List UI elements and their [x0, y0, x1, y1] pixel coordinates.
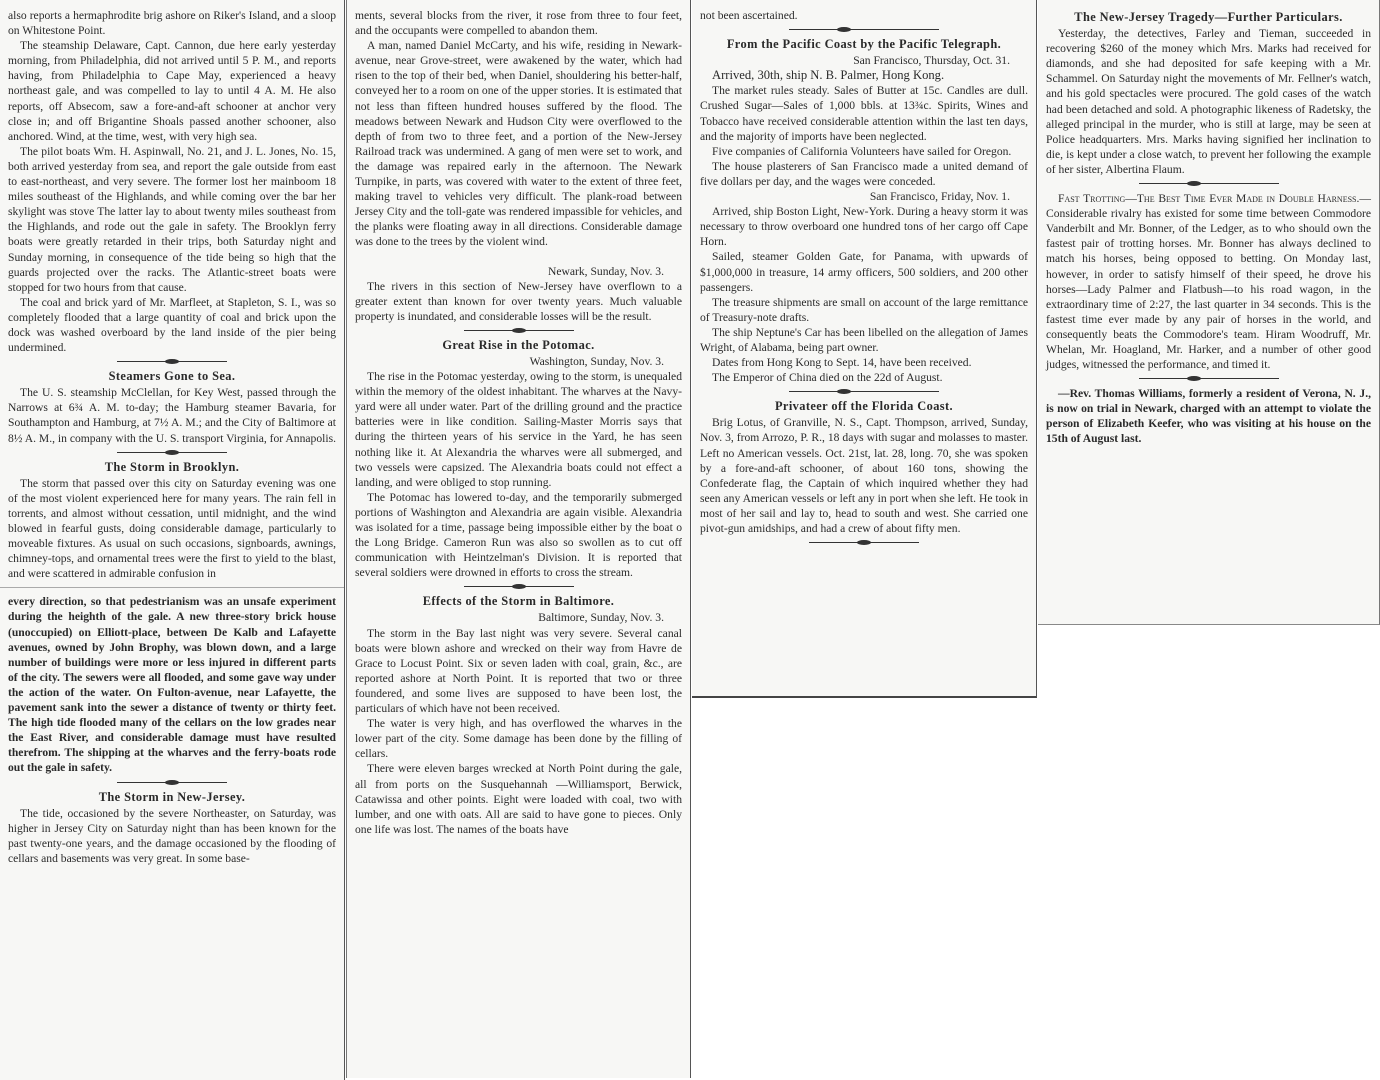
headline-new-jersey-tragedy: The New-Jersey Tragedy—Further Particulars. — [1074, 10, 1343, 24]
article-paragraph: The storm that passed over this city on Saturday evening was one of the most violent experienced here for many years. The rain fell in torrents, and almost without cessation, until midnight, and the wind blowed in fearful gusts, doing considerable damage, particularly to moveable fixtures. As usual on such occasions, signboards, awnings, chimney-tops, and ornamental trees were the first to yield to the blast, and were scattered in admirable confusion in — [8, 476, 336, 581]
headline-pacific-coast-telegraph: From the Pacific Coast by the Pacific Telegraph. — [726, 37, 1002, 52]
article-paragraph: The ship Neptune's Car has been libelled on the allegation of James Wright, of Alabama, being part owner. — [700, 325, 1028, 354]
article-paragraph: There were eleven barges wrecked at North Point during the gale, all from ports on the Susquehannah —Williamsport, Berwick, Catawissa and other points. Eight were loaded with coal, two with lumber, and one with oats. All are said to have gone to pieces. Only one life was lost. The names of the boats have — [355, 762, 682, 836]
article-paragraph: The U. S. steamship McClellan, for Key West, passed through the Narrows at 6¾ A. M. to-day; the Hamburg steamer Bavaria, for Southampton and Hamburg, at 7½ A. M.; and the City of Baltimore at 8½ A. M., in company with the U. S. transport Virginia, for Annapolis. — [8, 386, 336, 445]
trotting-lead-in: Fast Trotting—The Best Time Ever Made in Double Harness. — [1058, 192, 1360, 206]
section-divider-rule — [789, 26, 939, 34]
article-paragraph: The pilot boats Wm. H. Aspinwall, No. 21, and J. L. Jones, No. 15, both arrived yesterday from sea, and report the gale outside from east to east-northeast, and very severe. The former lost her mainboom 18 miles southeast of the Highlands, and while coming over the bar her skylight was stove The latter lay to about twenty miles southeast from the Highlands, and rode out the gale in safety. The Brooklyn ferry boats were greatly retarded in their trips, both Saturday night and Sunday morning, in consequence of the tide being so high that the guards projected over the racks. The Atlantic-street boats were stopped for two hours from that cause. — [8, 144, 336, 294]
article-paragraph: The rise in the Potomac yesterday, owing to the storm, is unequaled within the memory of the oldest inhabitant. The wharves at the Navy-yard were all under water. Part of the drilling ground and the practice batteries were in like condition. Sailing-Master Morris says that during the thirteen years of his service in the Yard, he has seen nothing like it. At Alexandria the wharves were all submerged, and two vessels were capsized. The Alexandria boats could not effect a landing, and were obliged to stop running. — [355, 370, 682, 489]
article-paragraph: —Rev. Thomas Williams, formerly a resident of Verona, N. J., is now on trial in Newark, charged with an attempt to violate the person of Elizabeth Keefer, who was visiting at his house on the 15th of August last. — [1046, 387, 1371, 446]
newspaper-column-2 — [346, 0, 691, 1078]
article-paragraph: ments, several blocks from the river, it rose from three to four feet, and the occupants were compelled to abandon them. — [355, 9, 682, 38]
dateline-san-francisco-nov1: San Francisco, Friday, Nov. 1. — [869, 190, 1010, 204]
headline-storm-in-brooklyn: The Storm in Brooklyn. — [104, 459, 240, 474]
article-paragraph: Yesterday, the detectives, Farley and Tieman, succeeded in recovering $260 of the money which Mrs. Marks had received for diamonds, and she had deposited for safe keeping with a Mr. Schammel. On Saturday night the movements of Mr. Fellner's watch, and his gold spectacles were procured. The gold cases of the watch had been detached and sold. A photographic likeness of Radetsky, the alleged principal in the murder, who is still at large, may be seen at Police headquarters. Mrs. Marks having signified her inclination to die, is kept under a close watch, to prevent her following the example of her sister, Albertina Flaum. — [1046, 27, 1371, 176]
article-paragraph: Brig Lotus, of Granville, N. S., Capt. Thompson, arrived, Sunday, Nov. 3, from Arrozo, P. R., 18 days with sugar and molasses to master. Left no American vessels. Oct. 21st, lat. 28, long. 70, she was spoken by a fore-and-aft schooner, of about 160 tons, showing the Confederate flag, the Captain of which inquired whether they had seen any American vessels or left any in port when she left. He took in most of her sail and lay to, head to south and west. She carried one pivot-gun amidships, and had a crew of about fifty men. — [700, 416, 1028, 535]
article-paragraph: The water is very high, and has overflowed the wharves in the lower part of the city. Some damage has been done by the filling of cellars. — [355, 717, 682, 761]
article-paragraph: The Potomac has lowered to-day, and the temporarily submerged portions of Washington and Alexandria are again visible. Alexandria was isolated for a time, passage being impossible either by the boat o the Long Bridge. Cameron Run was also so swollen as to cut off communication with Heintzelman's Division. It is reported that several soldiers were drowned in efforts to cross the stream. — [355, 490, 682, 580]
article-paragraph: Sailed, steamer Golden Gate, for Panama, with upwards of $1,000,000 in treasure, 14 army officers, 500 soldiers, and 200 other passengers. — [700, 250, 1028, 294]
section-divider-rule — [1139, 180, 1279, 188]
article-paragraph: The rivers in this section of New-Jersey have overflown to a greater extent than known for over twenty years. Much valuable property is inundated, and considerable losses will be the result. — [355, 279, 682, 323]
headline-effects-storm-baltimore: Effects of the Storm in Baltimore. — [422, 594, 615, 609]
article-paragraph: every direction, so that pedestrianism was an unsafe experiment during the heighth of the gale. A new three-story brick house (unoccupied) on Elliott-place, between De Kalb and Lafayette avenues, owned by John Brophy, was blown down, and a large number of buildings were more or less injured in different parts of the city. The sewers were all flooded, and some gave way under the action of the water. On Fulton-avenue, near Lafayette, the pavement sank into the sewer a distance of twenty or thirty feet. The high tide flooded many of the cellars on the low grades near the East River, and considerable damage must have resulted therefrom. The shipping at the wharves and the ferry-boats rode out the gale in safety. — [8, 595, 336, 775]
newspaper-column-3 — [692, 0, 1037, 698]
article-paragraph: not been ascertained. — [700, 9, 798, 22]
article-paragraph: Arrived, ship Boston Light, New-York. During a heavy storm it was necessary to throw overboard one hundred tons of her cargo off Cape Horn. — [700, 205, 1029, 249]
article-paragraph: Dates from Hong Kong to Sept. 14, have been received. — [712, 356, 972, 370]
section-divider-rule — [117, 779, 227, 787]
spacer — [355, 250, 682, 264]
article-paragraph: The house plasterers of San Francisco made a united demand of five dollars per day, and the wages were conceded. — [700, 159, 1028, 188]
section-divider-rule — [1139, 375, 1279, 383]
article-paragraph: A man, named Daniel McCarty, and his wife, residing in Newark-avenue, near Grove-street, were awakened by the water, which had risen to the top of their bed, when Daniel, shouldering his better-half, conveyed her to a room on one of the upper stories. It is estimated that not less than fifteen hundred houses suffered by the flood. The meadows between Newark and Hudson City were overflowed to the depth of from two to three feet, and a portion of the New-Jersey Railroad track was undermined. A gang of men were set to work, and the damage was repaired early in the afternoon. The Newark Turnpike, in parts, was covered with water to the extent of three feet, making travel to vehicles very difficult. The plank-road between Jersey City and the toll-gate was rendered impassible for vehicles, and the planks were floating away in all directions. Considerable damage was done to the trees by the violent wind. — [355, 39, 682, 249]
article-paragraph: The coal and brick yard of Mr. Marfleet, at Stapleton, S. I., was so completely flooded that a large quantity of coal and brick upon the dock was washed overboard by the land inside of the pier being undermined. — [8, 295, 336, 355]
article-paragraph: The steamship Delaware, Capt. Cannon, due here early yesterday morning, from Philadelphia, did not arrived until 5 P. M., and reports having, from Philadelphia to Cape May, experienced a heavy northeast gale, and was compelled to lay to until 4 A. M. He also reports, off Absecom, saw a fore-and-aft schooner at anchor very close in; and off Brigantine Shoals passed another schooner, also anchored. Wind, at the time, west, with very high sea. — [8, 39, 336, 143]
newspaper-column-4 — [1038, 0, 1380, 625]
dateline-baltimore: Baltimore, Sunday, Nov. 3. — [538, 611, 664, 625]
article-paragraph: The market rules steady. Sales of Butter at 15c. Candles are dull. Crushed Sugar—Sales of 1,000 bbls. at 13¾c. Spirits, Wines and Tobacco have received considerable attention within the last ten days, and the majority of imports have been neglected. — [700, 84, 1028, 143]
headline-storm-in-new-jersey: The Storm in New-Jersey. — [98, 789, 246, 804]
headline-privateer-florida-coast: Privateer off the Florida Coast. — [774, 399, 954, 414]
section-divider-rule — [809, 539, 919, 547]
section-divider-rule — [117, 449, 227, 457]
headline-great-rise-in-potomac: Great Rise in the Potomac. — [442, 337, 595, 352]
section-divider-rule — [464, 583, 574, 591]
article-paragraph: Five companies of California Volunteers have sailed for Oregon. — [712, 144, 1012, 158]
section-divider-rule — [464, 327, 574, 335]
section-divider-rule — [789, 388, 939, 396]
article-paragraph: The storm in the Bay last night was very severe. Several canal boats were blown ashore and wrecked on their way from Havre de Grace to Locust Point. Six or seven laden with coal, grain, &c., are reported ashore at North Point. It is reported that two or three foundered, and some lives are supposed to have been lost, the particulars of which have not been received. — [355, 626, 682, 716]
section-divider-rule — [117, 358, 227, 366]
article-paragraph: The Emperor of China died on the 22d of August. — [712, 371, 943, 385]
article-paragraph: The treasure shipments are small on account of the large remittance of Treasury-note drafts. — [700, 295, 1028, 324]
dateline-newark: Newark, Sunday, Nov. 3. — [547, 264, 664, 278]
dateline-washington: Washington, Sunday, Nov. 3. — [529, 354, 664, 368]
headline-steamers-gone-to-sea: Steamers Gone to Sea. — [108, 369, 236, 384]
article-paragraph: also reports a hermaphrodite brig ashore on Riker's Island, and a sloop on Whitestone Point. — [8, 9, 336, 38]
article-paragraph-trotting — [1046, 191, 1371, 372]
trotting-body: —Considerable rivalry has existed for some time between Commodore Vanderbilt and Mr. Bonner, of the Ledger, as to who should own the fastest pair of trotting horses. Mr. Bonner has always declined to match his horses, being opposed to betting. On Monday last, however, in order to satisfy himself of their speed, he drove his horses—Lady Palmer and Flatbush—to his road wagon, in the extraordinary time of 2:27, the last quarter in 34 seconds. This is the fastest time ever made by any pair of horses in the world, and consequently beats the Commodore's team. Hiram Woodruff, Mr. Whelan, Mr. Hoagland, Mr. Harker, and a number of other good judges, witnessed the performance, and timed it. — [1046, 192, 1371, 372]
dateline-san-francisco-oct31: San Francisco, Thursday, Oct. 31. — [853, 54, 1010, 68]
article-paragraph: Arrived, 30th, ship N. B. Palmer, Hong Kong. — [712, 68, 945, 83]
clipping-seam — [0, 587, 344, 588]
newspaper-column-1 — [0, 0, 345, 1080]
article-paragraph: The tide, occasioned by the severe Northeaster, on Saturday, was higher in Jersey City on Saturday night than has been known for the past twenty-one years, and the damage occasioned by the flooding of cellars and basements was very great. In some base- — [8, 806, 336, 865]
